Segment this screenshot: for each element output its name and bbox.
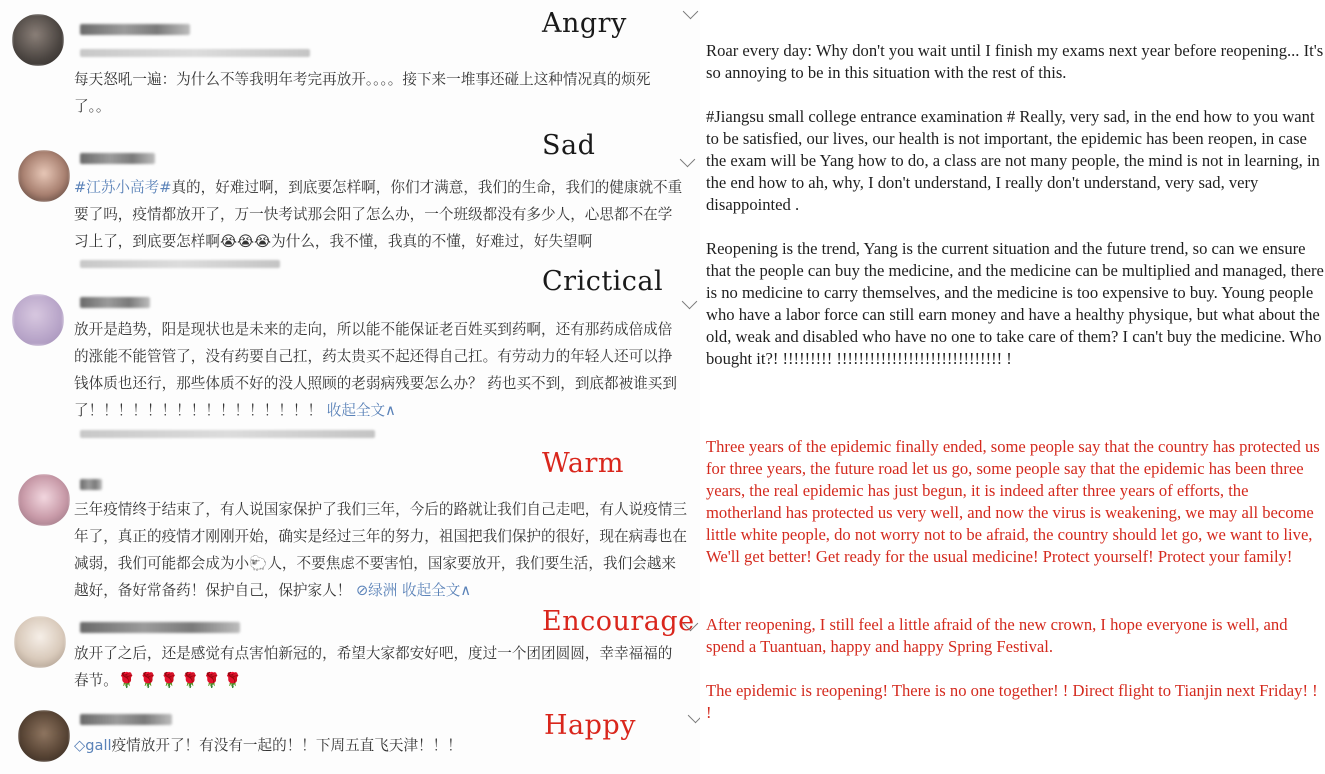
post-angry — [0, 0, 700, 130]
avatar[interactable] — [18, 150, 70, 202]
link-icon: ◇ — [74, 737, 86, 754]
username-blurred[interactable] — [80, 153, 155, 164]
username-blurred[interactable] — [80, 24, 190, 35]
post-text — [74, 732, 684, 759]
chevron-down-icon[interactable] — [683, 4, 699, 20]
post-happy — [0, 700, 700, 774]
post-critical — [0, 266, 700, 450]
post-warm — [0, 450, 700, 608]
post-sad — [0, 130, 700, 280]
post-meta-blurred — [80, 49, 310, 57]
emotion-label: Warm — [542, 448, 625, 479]
translations-panel — [700, 0, 1325, 774]
avatar[interactable] — [18, 474, 70, 526]
username-blurred[interactable] — [80, 714, 172, 725]
emotion-label: Angry — [542, 8, 627, 39]
post-text-tail: 人，不要焦虑不要害怕，国家要放开，我们要生活，我们会越来越好，备好常备药！保护自己，保护家人！ — [74, 555, 676, 599]
post-text — [74, 496, 690, 604]
rose-emoji-icon: 🌹🌹🌹🌹🌹🌹 — [117, 672, 245, 689]
translation-angry: Roar every day: Why don't you wait until I finish my exams next year before reopening... It's so annoying to be in this situation with the rest of this. — [706, 41, 1324, 82]
post-meta-blurred — [80, 260, 280, 268]
emotion-label: Sad — [542, 130, 596, 161]
post-meta-blurred — [80, 430, 375, 438]
post-text-tail: 为什么，我不懂，我真的不懂，好难过，好失望啊 — [271, 233, 593, 250]
hashtag-link[interactable]: #江苏小高考# — [74, 179, 172, 196]
avatar[interactable] — [12, 14, 64, 66]
location-link[interactable]: ⊘绿洲 — [355, 582, 398, 599]
translation-encourage: After reopening, I still feel a little afraid of the new crown, I hope everyone is well, and spend a Tuantuan, happy and happy Spring Festival. — [706, 615, 1288, 656]
post-text-body: 疫情放开了！有没有一起的！！下周五直飞天津！！！ — [111, 737, 462, 754]
avatar[interactable] — [18, 710, 70, 762]
sheep-emoji-icon: 🐑 — [249, 555, 268, 572]
username-blurred[interactable] — [80, 479, 102, 490]
post-text — [74, 174, 684, 255]
crying-emoji-icon: 😭😭😭 — [219, 233, 272, 250]
emotion-label: Crictical — [542, 266, 664, 297]
collapse-fulltext-link[interactable]: 收起全文∧ — [402, 582, 472, 599]
link-icon: ⊘ — [355, 582, 369, 599]
post-text — [74, 316, 684, 424]
post-text-body: 三年疫情终于结束了，有人说国家保护了我们三年，今后的路就让我们自己走吧，有人说疫情三年了，真正的疫情才刚刚开始，确实是经过三年的努力，祖国把我们保护的很好，现在病毒也在减弱，我们可能都会成为小 — [74, 501, 687, 572]
translation-critical: Reopening is the trend, Yang is the current situation and the future trend, so can we ensure that the people can buy the medicine, and the medicine can be multiplied and managed, there is no medicine to carry themselves, and the medicine is too expensive to buy. Young people who have a labor force can still earn money and have a healthy physique, but what about the old, weak and disabled who have no one to take care of them? I can't buy the medicine. Who bought it?! !!!!!!!!! !!!!!!!!!!!!!!!!!!!!!!!!!!!!!! ! — [706, 239, 1324, 368]
avatar[interactable] — [12, 294, 64, 346]
collapse-fulltext-link[interactable]: 收起全文∧ — [326, 402, 396, 419]
post-text: 每天怒吼一遍：为什么不等我明年考完再放开。。。。接下来一堆事还碰上这种情况真的烦死了。。 — [74, 71, 651, 115]
avatar[interactable] — [14, 616, 66, 668]
post-text-body: 放开了之后，还是感觉有点害怕新冠的，希望大家都安好吧，度过一个团团圆圆，幸幸福福的春节。 — [74, 645, 673, 689]
translation-happy: The epidemic is reopening! There is no one together! ! Direct flight to Tianjin next Friday! ! ! — [706, 681, 1318, 722]
post-encourage — [0, 608, 700, 700]
chevron-down-icon[interactable] — [680, 152, 696, 168]
chevron-down-icon[interactable] — [682, 294, 698, 310]
post-text-body: 放开是趋势，阳是现状也是未来的走向，所以能不能保证老百姓买到药啊，还有那药成倍成倍的涨能不能管管了，没有药要自己扛，药太贵买不起还得自己扛。有劳动力的年轻人还可以挣钱体质也还行，那些体质不好的没人照顾的老弱病残要怎么办？ 药也买不到，到底都被谁买到了！！！！！！！！！！！！！！！！ — [74, 321, 677, 419]
emotion-label: Happy — [544, 710, 636, 741]
translation-sad: #Jiangsu small college entrance examination # Really, very sad, in the end how to you want to be satisfied, our lives, our health is not important, the epidemic has been reopen, in case the exam will be Yang how to do, a class are not many people, the mind is not in learning, in the end how to ah, why, I don't understand, I really don't understand, very sad, very disappointed . — [706, 107, 1320, 214]
username-blurred[interactable] — [80, 622, 240, 633]
emotion-label: Encourage — [542, 606, 695, 637]
post-text — [74, 640, 684, 694]
post-text-body: 真的，好难过啊，到底要怎样啊，你们才满意，我们的生命，我们的健康就不重要了吗，疫情都放开了，万一快考试那会阳了怎么办，一个班级都没有多少人，心思都不在学习上了，到底要怎样啊 — [74, 179, 683, 250]
translation-warm: Three years of the epidemic finally ended, some people say that the country has protected us for three years, the future road let us go, some people say that the epidemic has been three years, the real epidemic has just begun, it is indeed after three years of efforts, the motherland has protected us very well, and now the virus is weakening, we may all become little white people, do not worry not to be afraid, the country should let go, we want to live, We'll get better! Get ready for the usual medicine! Protect yourself! Protect your family! — [706, 437, 1320, 566]
location-link[interactable]: ◇gall — [74, 737, 112, 754]
username-blurred[interactable] — [80, 297, 150, 308]
